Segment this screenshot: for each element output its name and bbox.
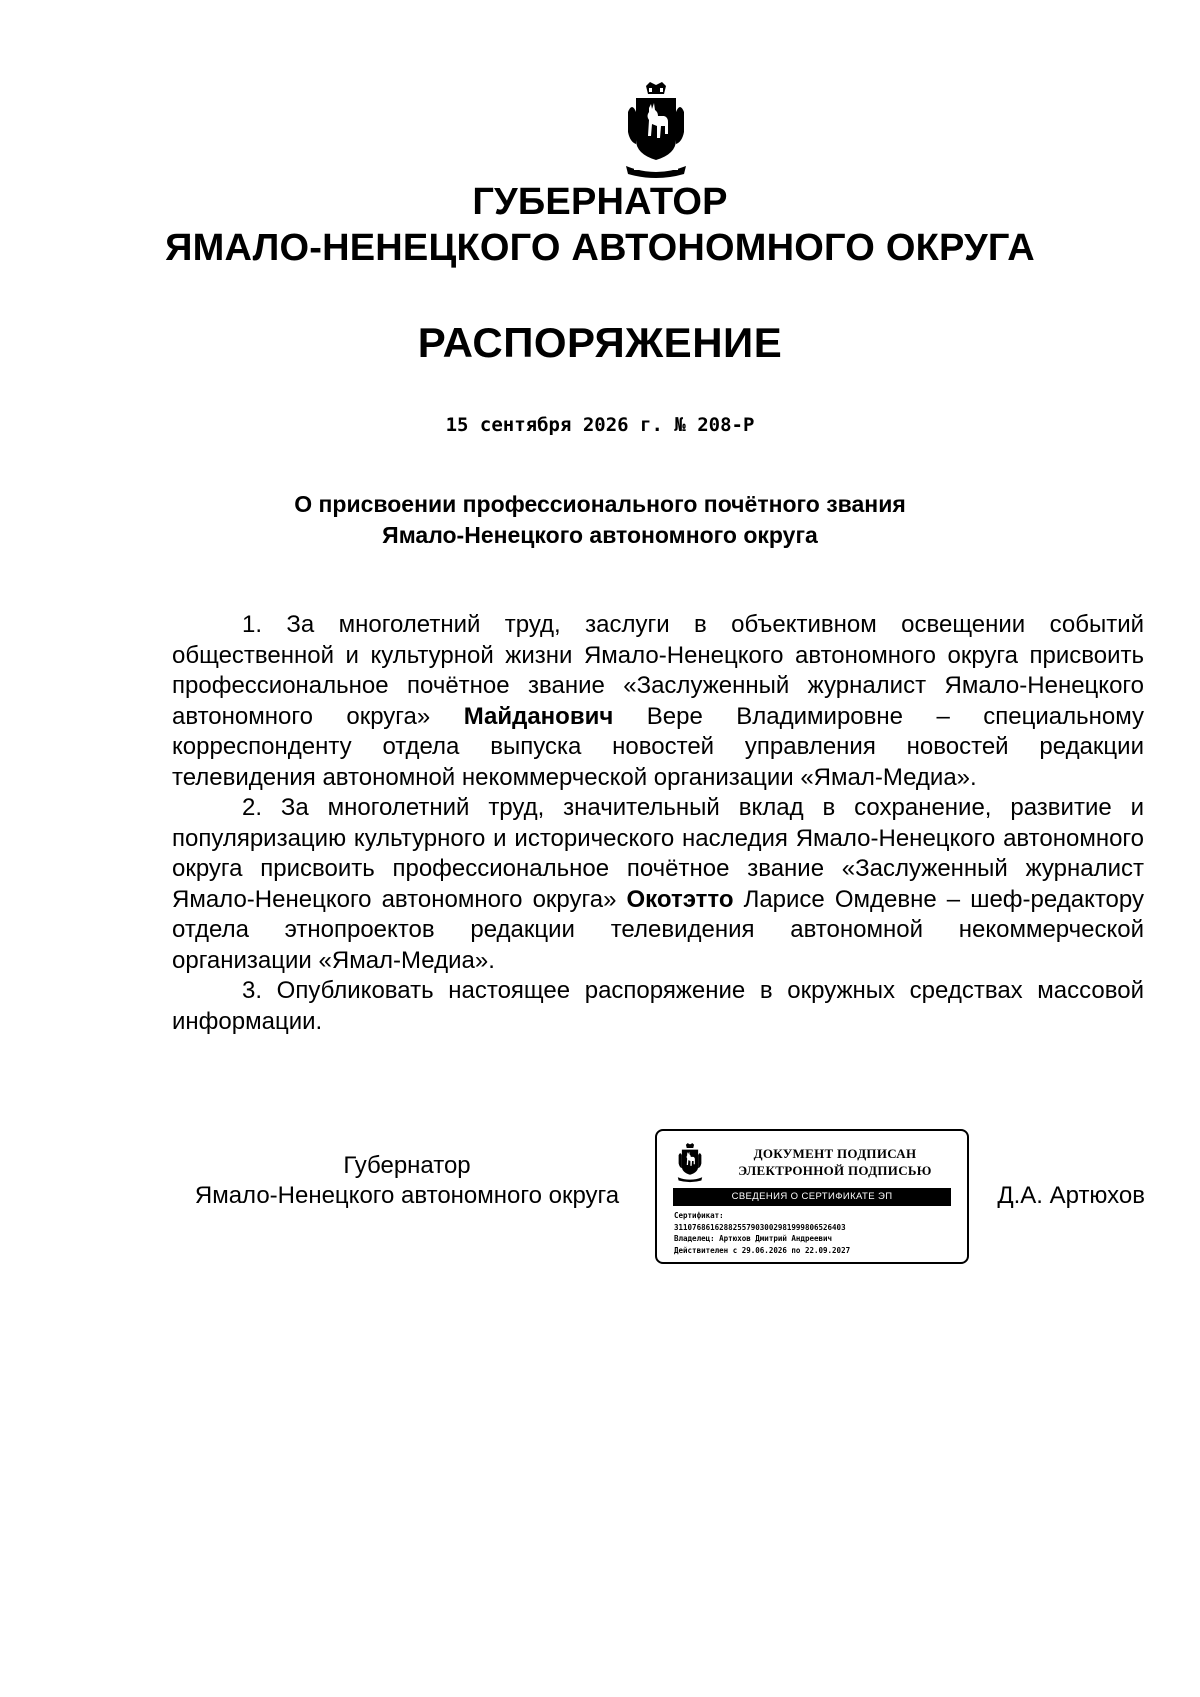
certificate-number: 3110768616288255790300298199980652640З: [674, 1222, 846, 1232]
stamp-heading: [715, 1145, 955, 1179]
signatory-name: Д.А. Артюхов: [997, 1182, 1145, 1209]
stamp-heading-line: ДОКУМЕНТ ПОДПИСАН: [753, 1146, 917, 1161]
paragraph-text: За многолетний труд, значительный вклад в сохранение, развитие и популяризацию культурного и исторического наследия Ямало-Ненецкого автономного округа присвоить профессиональное почётное звание «Заслуженный журналист Ямало-Ненецкого автономного округа»: [172, 794, 1144, 913]
coat-of-arms-icon: [624, 82, 688, 180]
document-body: [172, 610, 1144, 1037]
body-paragraph: [172, 976, 1144, 1037]
certificate-info-bar: СВЕДЕНИЯ О СЕРТИФИКАТЕ ЭП: [673, 1188, 951, 1206]
subject-line: Ямало-Ненецкого автономного округа: [382, 522, 818, 548]
paragraph-number: 3.: [242, 977, 263, 1004]
paragraph-text: Опубликовать настоящее распоряжение в окружных средствах массовой информации.: [172, 977, 1145, 1035]
signatory-position-line: Губернатор: [343, 1152, 471, 1179]
body-paragraph: [172, 793, 1144, 976]
page-title-region: ЯМАЛО-НЕНЕЦКОГО АВТОНОМНОГО ОКРУГА: [165, 227, 1035, 269]
page-title: ГУБЕРНАТОР: [472, 181, 728, 223]
electronic-signature-stamp: [655, 1129, 969, 1264]
coat-of-arms-icon: [677, 1143, 703, 1183]
paragraph-text: Ларисе Омдевне – шеф-редактору отдела этнопроектов редакции телевидения автономной некоммерческой организации «Ямал-Медиа».: [172, 885, 1144, 974]
certificate-owner: Владелец: Артюхов Дмитрий Андреевич: [674, 1234, 833, 1243]
paragraph-text: За многолетний труд, заслуги в объективном освещении событий общественной и культурной жизни Ямало-Ненецкого автономного округа присвоить профессиональное почётное звание «Заслуженный журналист Ямало-Ненецкого автономного округа»: [172, 611, 1145, 730]
signatory-position: [172, 1151, 642, 1211]
certificate-label: Сертификат:: [674, 1211, 724, 1220]
subject-line: О присвоении профессионального почётного звания: [294, 491, 906, 517]
awardee-surname: Майданович: [463, 702, 614, 730]
document-type: РАСПОРЯЖЕНИЕ: [417, 319, 783, 366]
paragraph-number: 2.: [242, 794, 263, 821]
certificate-details: [674, 1210, 956, 1256]
document-subject: [0, 489, 1200, 551]
stamp-heading-line: ЭЛЕКТРОННОЙ ПОДПИСЬЮ: [738, 1163, 932, 1178]
document-date-number: 15 сентября 2026 г. № 208-Р: [445, 414, 755, 436]
certificate-validity: Действителен с 29.06.2026 по 22.09.2027: [674, 1245, 851, 1255]
paragraph-number: 1.: [242, 611, 263, 638]
body-paragraph: [172, 610, 1144, 793]
awardee-surname: Окотэтто: [626, 885, 734, 913]
signatory-position-line: Ямало-Ненецкого автономного округа: [194, 1182, 620, 1209]
paragraph-text: Вере Владимировне – специальному корреспонденту отдела выпуска новостей управления новостей редакции телевидения автономной некоммерческой организации «Ямал-Медиа».: [172, 702, 1144, 791]
